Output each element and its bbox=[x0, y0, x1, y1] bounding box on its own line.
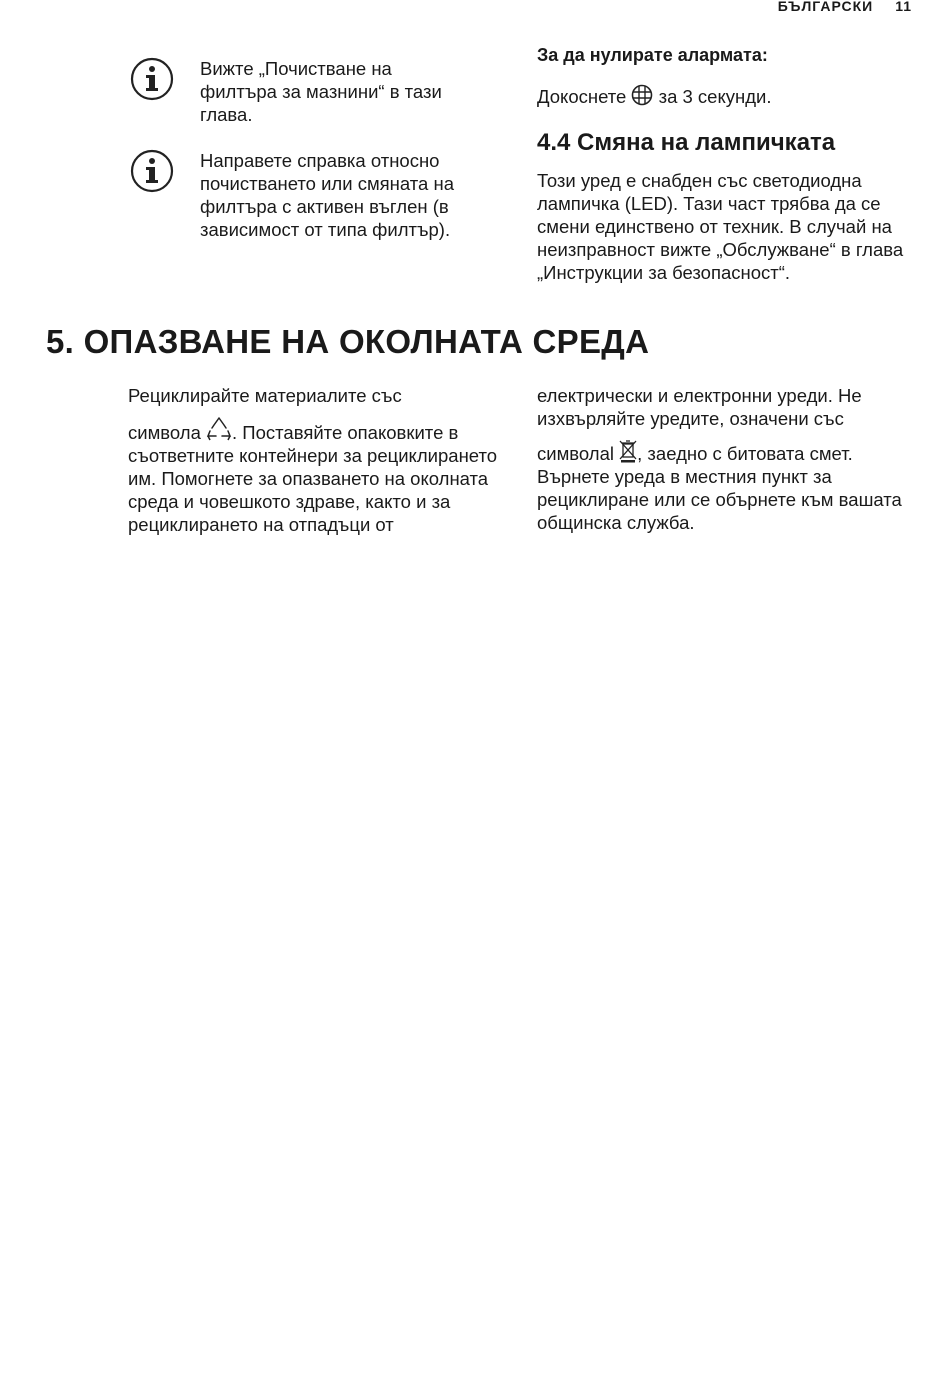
section-4-4 bbox=[537, 128, 912, 284]
section-5-left-column bbox=[128, 384, 508, 536]
section-5-right-line1: електрически и електронни уреди. Не изхвърляйте уредите, означени със bbox=[537, 385, 862, 429]
alarm-text-after: за 3 секунди. bbox=[658, 86, 772, 107]
section-5-right-paragraph bbox=[537, 439, 917, 534]
page-number: 11 bbox=[895, 0, 912, 14]
grid-globe-icon bbox=[631, 84, 653, 106]
section-4-4-title: 4.4 Смяна на лампичката bbox=[537, 129, 836, 156]
recycle-text-before: символа bbox=[128, 422, 201, 443]
header-language: БЪЛГАРСКИ bbox=[777, 0, 874, 14]
info-note-text: Направете справка относно почистването или смяната на филтъра с активен въглен (в зависимост от типа филтър). bbox=[200, 150, 454, 240]
recycle-icon bbox=[206, 416, 232, 442]
alarm-reset-block bbox=[537, 43, 912, 108]
alarm-reset-instruction bbox=[537, 84, 912, 108]
section-5-left-paragraph bbox=[128, 416, 508, 536]
section-5-title: 5. ОПАЗВАНЕ НА ОКОЛНАТА СРЕДА bbox=[46, 323, 650, 360]
info-icon bbox=[130, 149, 174, 193]
page-header bbox=[778, 0, 912, 14]
info-icon bbox=[130, 57, 174, 101]
recycle-text-after: . Поставяйте опаковките в съответните контейнери за рециклирането им. Помогнете за опазването на околната среда и човешкото здраве, както и за рециклирането на отпадъци от bbox=[128, 422, 498, 535]
info-note-text: Вижте „Почистване на филтъра за мазнини“ в тази глава. bbox=[200, 58, 442, 125]
section-4-4-body: Този уред е снабден със светодиодна лампичка (LED). Тази част трябва да се смени единствено от техник. В случай на неизправност вижте „Обслужване“ в глава „Инструкции за безопасност“. bbox=[537, 170, 904, 283]
crossed-bin-icon bbox=[619, 439, 637, 463]
section-5-right-column bbox=[537, 384, 917, 534]
weee-text-after: , заедно с битовата смет. Върнете уреда в местния пункт за рециклиране или се обърнете към вашата общинска служба. bbox=[537, 443, 902, 533]
section-5-left-line1: Рециклирайте материалите със bbox=[128, 385, 402, 406]
alarm-reset-heading: За да нулирате алармата: bbox=[537, 45, 768, 65]
alarm-text-before: Докоснете bbox=[537, 86, 627, 107]
weee-text-before: символаl bbox=[537, 443, 614, 464]
